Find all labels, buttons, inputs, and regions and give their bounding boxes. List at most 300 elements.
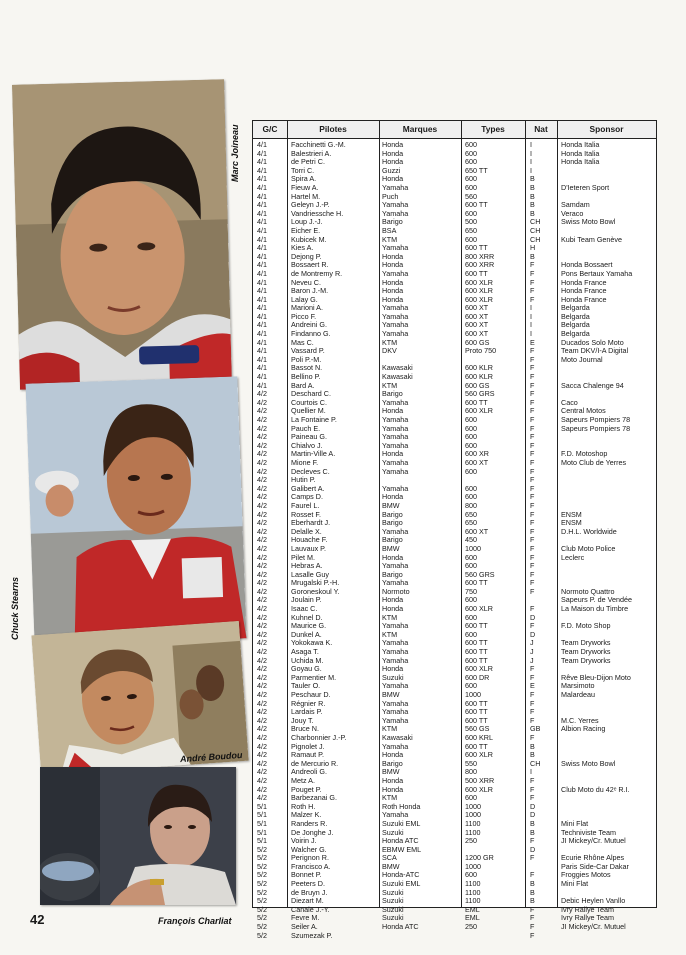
cell-pilote: Dejong P. bbox=[291, 252, 322, 261]
cell-pilote: Roth H. bbox=[291, 802, 316, 811]
cell-gc: 4/1 bbox=[257, 321, 267, 330]
cell-gc: 4/2 bbox=[257, 493, 267, 502]
table-row bbox=[253, 811, 656, 820]
table-row bbox=[253, 150, 656, 159]
cell-nat: B bbox=[530, 201, 535, 210]
table-row bbox=[253, 657, 656, 666]
cell-type: 600 TT bbox=[465, 639, 488, 648]
cell-nat: F bbox=[530, 905, 535, 914]
cell-pilote: Decleves C. bbox=[291, 467, 330, 476]
caption-marc-joineau: Marc Joineau bbox=[230, 124, 240, 182]
table-row bbox=[253, 554, 656, 563]
cell-pilote: Camps D. bbox=[291, 493, 323, 502]
cell-sponsor: Central Motos bbox=[561, 407, 606, 416]
cell-nat: F bbox=[530, 416, 535, 424]
cell-nat: F bbox=[530, 476, 535, 485]
cell-type: 600 TT bbox=[465, 244, 488, 253]
cell-nat: F bbox=[530, 914, 535, 923]
cell-sponsor: Team Dryworks bbox=[561, 639, 611, 648]
cell-nat: F bbox=[530, 493, 535, 502]
cell-sponsor: Caco bbox=[561, 398, 578, 407]
table-row bbox=[253, 768, 656, 777]
cell-type: 800 XRR bbox=[465, 252, 495, 261]
cell-gc: 4/1 bbox=[257, 347, 267, 356]
cell-marque: Honda bbox=[382, 785, 404, 794]
table-row bbox=[253, 519, 656, 528]
cell-gc: 4/2 bbox=[257, 390, 267, 399]
cell-marque: KTM bbox=[382, 794, 398, 803]
table-row bbox=[253, 244, 656, 253]
cell-marque: Honda bbox=[382, 596, 404, 605]
table-row bbox=[253, 914, 656, 923]
cell-nat: F bbox=[530, 458, 535, 467]
cell-type: 600 bbox=[465, 158, 477, 167]
cell-marque: Honda bbox=[382, 278, 404, 287]
table-header bbox=[253, 121, 656, 139]
cell-sponsor: Club Moto Police bbox=[561, 544, 616, 553]
cell-pilote: De Jonghe J. bbox=[291, 828, 334, 837]
cell-sponsor: Moto Club de Yerres bbox=[561, 458, 627, 467]
table-row bbox=[253, 571, 656, 580]
cell-sponsor: Malardeau bbox=[561, 691, 595, 699]
table-row bbox=[253, 330, 656, 339]
cell-sponsor: Belgarda bbox=[561, 304, 590, 313]
cell-marque: Honda bbox=[382, 149, 404, 158]
cell-gc: 5/2 bbox=[257, 871, 267, 880]
cell-type: EML bbox=[465, 914, 480, 923]
cell-gc: 4/2 bbox=[257, 673, 267, 682]
cell-pilote: Houache F. bbox=[291, 536, 328, 545]
cell-gc: 4/2 bbox=[257, 433, 267, 442]
cell-nat: B bbox=[530, 897, 535, 906]
cell-type: 600 XT bbox=[465, 458, 489, 467]
cell-gc: 4/2 bbox=[257, 691, 267, 699]
cell-marque: KTM bbox=[382, 235, 398, 244]
cell-sponsor: Swiss Moto Bowl bbox=[561, 218, 616, 227]
cell-sponsor: Honda Italia bbox=[561, 149, 600, 158]
table-row bbox=[253, 596, 656, 605]
cell-type: 500 XRR bbox=[465, 776, 495, 785]
cell-marque: Yamaha bbox=[382, 811, 409, 820]
cell-nat: F bbox=[530, 605, 535, 614]
cell-pilote: Findanno G. bbox=[291, 330, 331, 339]
table-row bbox=[253, 416, 656, 425]
cell-nat: F bbox=[530, 519, 535, 528]
cell-gc: 4/1 bbox=[257, 218, 267, 227]
cell-type: 1000 bbox=[465, 862, 481, 871]
table-row bbox=[253, 906, 656, 915]
table-row bbox=[253, 236, 656, 245]
cell-marque: Honda bbox=[382, 407, 404, 416]
cell-nat: F bbox=[530, 347, 535, 356]
cell-sponsor: Sacca Chalenge 94 bbox=[561, 381, 624, 390]
cell-pilote: Parmentier M. bbox=[291, 673, 337, 682]
cell-sponsor: Froggies Motos bbox=[561, 871, 611, 880]
cell-gc: 4/2 bbox=[257, 519, 267, 528]
cell-gc: 4/1 bbox=[257, 201, 267, 210]
cell-pilote: Bassot N. bbox=[291, 364, 323, 373]
cell-type: 600 XLR bbox=[465, 785, 493, 794]
cell-sponsor: Debic Heylen Vanllo bbox=[561, 897, 626, 906]
cell-sponsor: Ducados Solo Moto bbox=[561, 338, 624, 347]
cell-nat: CH bbox=[530, 759, 541, 768]
cell-pilote: Walcher G. bbox=[291, 845, 327, 854]
cell-pilote: Kies A. bbox=[291, 244, 314, 253]
cell-nat: F bbox=[530, 278, 535, 287]
cell-nat: F bbox=[530, 501, 535, 510]
cell-marque: Honda bbox=[382, 553, 404, 562]
cell-type: 1000 bbox=[465, 691, 481, 699]
cell-marque: Suzuki bbox=[382, 888, 404, 897]
cell-marque: Yamaha bbox=[382, 321, 409, 330]
cell-gc: 5/2 bbox=[257, 888, 267, 897]
cell-type: EML bbox=[465, 905, 480, 914]
cell-gc: 4/1 bbox=[257, 141, 267, 149]
cell-sponsor: F.D. Motoshop bbox=[561, 450, 608, 459]
cell-sponsor: Marsimoto bbox=[561, 682, 595, 691]
cell-nat: F bbox=[530, 708, 535, 717]
cell-marque: Honda bbox=[382, 295, 404, 304]
cell-gc: 4/2 bbox=[257, 699, 267, 708]
cell-gc: 5/2 bbox=[257, 880, 267, 889]
cell-type: 600 KRL bbox=[465, 733, 493, 742]
cell-nat: B bbox=[530, 209, 535, 218]
cell-marque: Guzzi bbox=[382, 166, 401, 175]
cell-nat: F bbox=[530, 450, 535, 459]
cell-nat: D bbox=[530, 811, 536, 820]
cell-gc: 4/1 bbox=[257, 183, 267, 192]
cell-nat: GB bbox=[530, 725, 541, 734]
cell-nat: F bbox=[530, 716, 535, 725]
cell-marque: Yamaha bbox=[382, 398, 409, 407]
cell-type: 560 GRS bbox=[465, 390, 495, 399]
cell-nat: F bbox=[530, 699, 535, 708]
cell-type: 650 bbox=[465, 510, 477, 519]
cell-pilote: Torri C. bbox=[291, 166, 315, 175]
cell-pilote: Paineau G. bbox=[291, 433, 327, 442]
cell-marque: Kawasaki bbox=[382, 373, 413, 382]
cell-gc: 4/1 bbox=[257, 158, 267, 167]
cell-gc: 4/1 bbox=[257, 287, 267, 296]
cell-marque: Honda bbox=[382, 751, 404, 760]
cell-sponsor: JI Mickey/Cr. Mutuel bbox=[561, 837, 626, 846]
cell-nat: F bbox=[530, 295, 535, 304]
cell-marque: Yamaha bbox=[382, 484, 409, 493]
cell-type: 600 TT bbox=[465, 579, 488, 588]
cell-pilote: Maurice G. bbox=[291, 622, 327, 631]
table-row bbox=[253, 313, 656, 322]
cell-pilote: Pouget P. bbox=[291, 785, 322, 794]
table-row bbox=[253, 648, 656, 657]
cell-nat: I bbox=[530, 158, 532, 167]
cell-sponsor: ENSM bbox=[561, 519, 582, 528]
cell-sponsor: Honda France bbox=[561, 287, 607, 296]
cell-type: 600 XLR bbox=[465, 407, 493, 416]
cell-gc: 5/1 bbox=[257, 819, 267, 828]
cell-sponsor: Moto Journal bbox=[561, 355, 603, 364]
cell-marque: Honda bbox=[382, 141, 404, 149]
cell-nat: F bbox=[530, 579, 535, 588]
cell-marque: Yamaha bbox=[382, 648, 409, 657]
cell-nat: F bbox=[530, 484, 535, 493]
table-row bbox=[253, 468, 656, 477]
cell-type: 600 bbox=[465, 493, 477, 502]
cell-gc: 4/1 bbox=[257, 269, 267, 278]
cell-marque: BMW bbox=[382, 501, 400, 510]
cell-sponsor: Team Dryworks bbox=[561, 656, 611, 665]
table-row bbox=[253, 407, 656, 416]
table-row bbox=[253, 321, 656, 330]
cell-type: 600 bbox=[465, 613, 477, 622]
cell-sponsor: Ivry Rallye Team bbox=[561, 905, 614, 914]
cell-type: 600 XT bbox=[465, 527, 489, 536]
cell-nat: F bbox=[530, 854, 535, 863]
cell-marque: BMW bbox=[382, 768, 400, 777]
cell-nat: F bbox=[530, 776, 535, 785]
cell-gc: 4/1 bbox=[257, 364, 267, 373]
cell-marque: Barigo bbox=[382, 536, 403, 545]
cell-sponsor: Rêve Bleu-Dijon Moto bbox=[561, 673, 631, 682]
table-row bbox=[253, 760, 656, 769]
cell-pilote: Malzer K. bbox=[291, 811, 322, 820]
cell-sponsor: Belgarda bbox=[561, 330, 590, 339]
cell-sponsor: Honda Italia bbox=[561, 158, 600, 167]
cell-gc: 5/2 bbox=[257, 914, 267, 923]
cell-gc: 4/2 bbox=[257, 725, 267, 734]
cell-pilote: Mione F. bbox=[291, 458, 319, 467]
cell-pilote: Pignolet J. bbox=[291, 742, 325, 751]
cell-marque: Suzuki bbox=[382, 905, 404, 914]
cell-pilote: Bossaert R. bbox=[291, 261, 329, 270]
cell-sponsor: Normoto Quattro bbox=[561, 587, 615, 596]
cell-type: 600 XLR bbox=[465, 751, 493, 760]
cell-type: 600 TT bbox=[465, 648, 488, 657]
cell-sponsor: Mini Flat bbox=[561, 880, 589, 889]
cell-marque: Kawasaki bbox=[382, 733, 413, 742]
caption-chuck-stearns: Chuck Stearns bbox=[10, 576, 20, 640]
header-marques: Marques bbox=[402, 124, 438, 134]
cell-type: 600 XLR bbox=[465, 295, 493, 304]
table-row bbox=[253, 631, 656, 640]
cell-type: 1100 bbox=[465, 897, 481, 906]
cell-pilote: La Fontaine P. bbox=[291, 416, 337, 424]
cell-gc: 4/2 bbox=[257, 656, 267, 665]
cell-marque: Normoto bbox=[382, 587, 410, 596]
cell-type: 1000 bbox=[465, 802, 481, 811]
table-row bbox=[253, 794, 656, 803]
cell-pilote: Rosset F. bbox=[291, 510, 321, 519]
cell-gc: 4/2 bbox=[257, 682, 267, 691]
cell-gc: 4/2 bbox=[257, 424, 267, 433]
cell-pilote: Ramaut P. bbox=[291, 751, 325, 760]
cell-marque: Yamaha bbox=[382, 312, 409, 321]
cell-marque: Suzuki EML bbox=[382, 819, 421, 828]
cell-type: 600 XLR bbox=[465, 605, 493, 614]
cell-gc: 4/2 bbox=[257, 416, 267, 424]
cell-type: 600 TT bbox=[465, 656, 488, 665]
cell-gc: 4/2 bbox=[257, 544, 267, 553]
cell-pilote: Jouy T. bbox=[291, 716, 314, 725]
cell-sponsor: D.H.L. Worldwide bbox=[561, 527, 617, 536]
cell-nat: F bbox=[530, 424, 535, 433]
table-row bbox=[253, 193, 656, 202]
cell-marque: Yamaha bbox=[382, 330, 409, 339]
cell-type: 600 bbox=[465, 441, 477, 450]
cell-sponsor: La Maison du Timbre bbox=[561, 605, 629, 614]
cell-nat: I bbox=[530, 312, 532, 321]
cell-nat: F bbox=[530, 364, 535, 373]
cell-pilote: Facchinetti G.-M. bbox=[291, 141, 346, 149]
cell-type: 600 bbox=[465, 562, 477, 571]
table-row bbox=[253, 279, 656, 288]
cell-sponsor: Honda France bbox=[561, 278, 607, 287]
cell-type: 600 TT bbox=[465, 201, 488, 210]
cell-type: 650 bbox=[465, 226, 477, 235]
table-row bbox=[253, 485, 656, 494]
cell-gc: 4/1 bbox=[257, 381, 267, 390]
cell-pilote: Dunkel A. bbox=[291, 630, 322, 639]
table-row bbox=[253, 751, 656, 760]
cell-marque: Suzuki bbox=[382, 897, 404, 906]
cell-nat: F bbox=[530, 665, 535, 674]
cell-pilote: Randers R. bbox=[291, 819, 328, 828]
cell-marque: Roth Honda bbox=[382, 802, 421, 811]
cell-nat: F bbox=[530, 536, 535, 545]
cell-nat: B bbox=[530, 888, 535, 897]
cell-pilote: Bruce N. bbox=[291, 725, 319, 734]
table-row bbox=[253, 725, 656, 734]
cell-type: 600 XRR bbox=[465, 261, 495, 270]
table-row bbox=[253, 528, 656, 537]
cell-gc: 4/1 bbox=[257, 209, 267, 218]
cell-nat: B bbox=[530, 828, 535, 837]
cell-type: 600 GS bbox=[465, 338, 490, 347]
cell-marque: Honda bbox=[382, 605, 404, 614]
cell-marque: Yamaha bbox=[382, 304, 409, 313]
cell-type: 1200 GR bbox=[465, 854, 494, 863]
table-row bbox=[253, 700, 656, 709]
cell-pilote: Geleyn J.-P. bbox=[291, 201, 330, 210]
cell-gc: 4/1 bbox=[257, 295, 267, 304]
table-row bbox=[253, 889, 656, 898]
table-row bbox=[253, 734, 656, 743]
cell-marque: Yamaha bbox=[382, 708, 409, 717]
cell-marque: Yamaha bbox=[382, 639, 409, 648]
table-row bbox=[253, 777, 656, 786]
cell-gc: 4/2 bbox=[257, 759, 267, 768]
cell-type: 600 XLR bbox=[465, 278, 493, 287]
cell-nat: B bbox=[530, 751, 535, 760]
cell-pilote: Martin-Ville A. bbox=[291, 450, 336, 459]
cell-marque: BMW bbox=[382, 691, 400, 699]
cell-nat: B bbox=[530, 175, 535, 184]
cell-pilote: Pilet M. bbox=[291, 553, 315, 562]
table-row bbox=[253, 932, 656, 941]
cell-nat: F bbox=[530, 433, 535, 442]
table-row bbox=[253, 304, 656, 313]
cell-nat: F bbox=[530, 287, 535, 296]
table-row bbox=[253, 897, 656, 906]
table-row bbox=[253, 829, 656, 838]
cell-pilote: Eicher E. bbox=[291, 226, 321, 235]
cell-gc: 4/2 bbox=[257, 441, 267, 450]
cell-pilote: Picco F. bbox=[291, 312, 317, 321]
table-row bbox=[253, 459, 656, 468]
header-sponsor: Sponsor bbox=[589, 124, 624, 134]
cell-pilote: Delalle X. bbox=[291, 527, 322, 536]
cell-marque: Yamaha bbox=[382, 441, 409, 450]
cell-gc: 4/1 bbox=[257, 235, 267, 244]
cell-gc: 4/2 bbox=[257, 510, 267, 519]
cell-type: 600 bbox=[465, 209, 477, 218]
cell-pilote: Balestrieri A. bbox=[291, 149, 332, 158]
cell-pilote: Kuhnel D. bbox=[291, 613, 323, 622]
cell-type: 1100 bbox=[465, 819, 481, 828]
cell-marque: Suzuki EML bbox=[382, 880, 421, 889]
cell-marque: Yamaha bbox=[382, 527, 409, 536]
cell-pilote: de Bruyn J. bbox=[291, 888, 328, 897]
cell-marque: DKV bbox=[382, 347, 397, 356]
table-row bbox=[253, 227, 656, 236]
cell-nat: F bbox=[530, 261, 535, 270]
table-row bbox=[253, 339, 656, 348]
cell-gc: 4/1 bbox=[257, 355, 267, 364]
cell-gc: 4/1 bbox=[257, 304, 267, 313]
cell-sponsor: Samdam bbox=[561, 201, 590, 210]
cell-pilote: Hartel M. bbox=[291, 192, 321, 201]
cell-type: 600 bbox=[465, 141, 477, 149]
table-row bbox=[253, 511, 656, 520]
cell-gc: 5/2 bbox=[257, 854, 267, 863]
cell-pilote: Marioni A. bbox=[291, 304, 323, 313]
cell-type: 600 TT bbox=[465, 699, 488, 708]
cell-pilote: Vandriessche H. bbox=[291, 209, 344, 218]
cell-gc: 4/2 bbox=[257, 639, 267, 648]
cell-pilote: Fieuw A. bbox=[291, 183, 319, 192]
cell-pilote: Uchida M. bbox=[291, 656, 324, 665]
cell-type: 800 bbox=[465, 768, 477, 777]
cell-sponsor: Kubi Team Genève bbox=[561, 235, 622, 244]
results-table bbox=[252, 120, 657, 940]
cell-pilote: de Mercurio R. bbox=[291, 759, 339, 768]
cell-nat: F bbox=[530, 871, 535, 880]
cell-marque: Yamaha bbox=[382, 579, 409, 588]
cell-type: 600 bbox=[465, 553, 477, 562]
cell-pilote: Lardais P. bbox=[291, 708, 323, 717]
cell-type: 600 GS bbox=[465, 381, 490, 390]
cell-marque: Yamaha bbox=[382, 269, 409, 278]
cell-pilote: Poli P.-M. bbox=[291, 355, 322, 364]
cell-gc: 5/1 bbox=[257, 802, 267, 811]
cell-nat: I bbox=[530, 768, 532, 777]
cell-nat: B bbox=[530, 880, 535, 889]
cell-nat: F bbox=[530, 691, 535, 699]
cell-marque: BSA bbox=[382, 226, 397, 235]
cell-pilote: Yokokawa K. bbox=[291, 639, 333, 648]
table-row bbox=[253, 579, 656, 588]
cell-gc: 4/2 bbox=[257, 733, 267, 742]
cell-gc: 4/2 bbox=[257, 613, 267, 622]
cell-gc: 4/2 bbox=[257, 484, 267, 493]
cell-nat: J bbox=[530, 656, 534, 665]
cell-pilote: Eberhardt J. bbox=[291, 519, 331, 528]
cell-gc: 4/2 bbox=[257, 527, 267, 536]
cell-gc: 4/2 bbox=[257, 476, 267, 485]
table-row bbox=[253, 717, 656, 726]
cell-nat: D bbox=[530, 802, 536, 811]
cell-type: 250 bbox=[465, 923, 477, 932]
cell-type: 600 bbox=[465, 416, 477, 424]
